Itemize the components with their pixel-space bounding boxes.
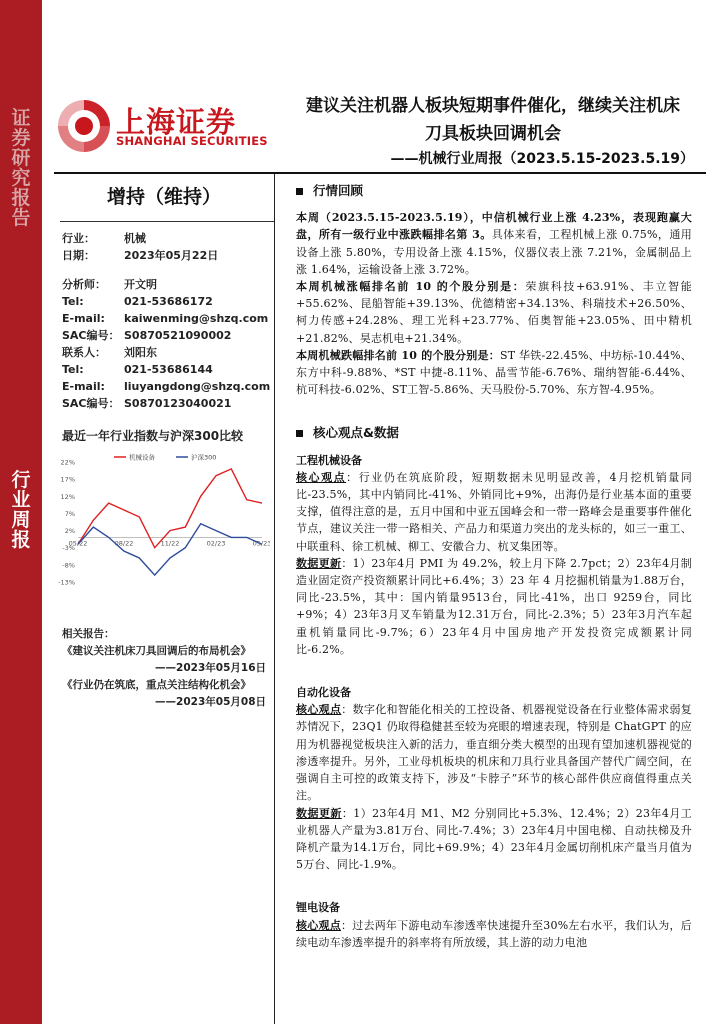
x-tick-label: 11/22 <box>160 539 180 548</box>
contact-value: 刘阳东 <box>124 346 157 359</box>
eng-view-key: 核心观点 <box>296 470 347 484</box>
bullet-square-icon <box>296 430 303 437</box>
paragraph-top-gainers <box>296 278 692 347</box>
auto-data-body: ：1）23年4月 M1、M2 分别同比+5.3%、12.4%；2）23年4月工业机器人产量为3.81万台、同比-7.4%；3）23年4月中国电梯、自动扶梯及升降机产量为14.1万台，同比+69.9%；4）23年4月金属切削机床产量当月值为5万台、同比-1.9%。 <box>296 806 692 872</box>
summary-lead: 本周（2023.5.15-2023.5.19），中信机械行业上涨 4.23%，表现跑赢大盘，所有一级行业中涨跌幅排名第 3。 <box>296 211 692 242</box>
x-tick-label: 02/23 <box>206 539 226 548</box>
paragraph-top-losers <box>296 347 692 399</box>
analyst-key: 分析师： <box>62 278 106 291</box>
eng-view-body: ：行业仍在筑底阶段，短期数据未见明显改善，4月挖机销量同比-23.5%，其中内销同比-41%、外销同比+9%，出海仍是行业基本面的重要支撑，值得注意的是，五月中国和中亚五国峰会和一带一路峰会是重要事件催化节点，建议关注一带一路相关、产品力和渠道力突出的龙头标的，如三一重工、中联重科、徐工机械、柳工、安徽合力、杭叉集团等。 <box>296 470 692 553</box>
email1-key: E-mail: <box>62 312 105 325</box>
gainers-body: 荣旗科技+63.91%、丰立智能+55.62%、昆船智能+39.13%、优德精密+34.13%、科瑞技术+26.50%、柯力传感+24.28%、理工光科+23.77%、佰奥智能+23.05%、田中精机+21.82%、昊志机电+21.34%。 <box>296 280 693 345</box>
paragraph-weekly-summary <box>296 209 692 278</box>
related-report-1[interactable]: 《建议关注机床刀具回调后的布局机会》 <box>62 645 251 657</box>
sac2-row <box>54 395 274 412</box>
sac1-key: SAC编号： <box>62 329 120 342</box>
industry-row <box>54 230 274 247</box>
gainers-lead: 本周机械涨幅排名前 10 的个股分别是： <box>296 280 526 294</box>
analyst-row <box>54 276 274 293</box>
sidebar-label-industry-weekly: 行 业 周 报 <box>11 469 31 551</box>
index-comparison-chart <box>54 450 270 590</box>
industry-value: 机械 <box>124 232 146 245</box>
sidebar-bottom-band <box>0 585 42 1024</box>
email2-value[interactable]: liuyangdong@shzq.com <box>124 380 271 393</box>
report-subtitle: ——机械行业周报（2023.5.15-2023.5.19） <box>390 151 694 167</box>
left-sidebar <box>0 0 42 1024</box>
sidebar-label-research-report: 证 券 研 究 报 告 <box>11 107 31 229</box>
paragraph-eng-view <box>296 469 692 555</box>
bullet-square-icon <box>296 188 303 195</box>
sac2-key: SAC编号： <box>62 397 120 410</box>
paragraph-li-view <box>296 917 692 951</box>
auto-view-key: 核心观点 <box>296 703 342 717</box>
section-heading: 核心观点&数据 <box>313 425 399 441</box>
contact-key: 联系人： <box>62 346 106 359</box>
logo-text-en: SHANGHAI SECURITIES <box>116 134 268 148</box>
legend-label-0: 机械设备 <box>129 453 155 462</box>
logo-text-cn: 上海证券 <box>116 105 237 139</box>
sac1-row <box>54 327 274 344</box>
chart-title: 最近一年行业指数与沪深300比较 <box>62 429 244 443</box>
email2-row <box>54 378 274 395</box>
main-content <box>296 176 692 951</box>
y-tick-label: -3% <box>62 544 75 553</box>
eng-data-body: ：1）23年4月 PMI 为 49.2%，较上月下降 2.7pct；2）23年4月制造业固定资产投资额累计同比+6.4%；3）23 年 4 月挖掘机销量为1.88万台，同比-23.5%，其中：国内销量9513台，同比-41%，出口 9259台，同比+9%；4）23年3月叉车销量为12.31万台，同比-2.3%；5）23年3月汽车起重机销量同比-9.7%；6）23年4月中国房地产开发投资完成额累计同比-6.2%。 <box>296 556 692 656</box>
auto-view-body: ：数字化和智能化相关的工控设备、机器视觉设备在行业整体需求弱复苏情况下，23Q1 仍取得稳健甚至较为亮眼的增速表现，特别是 ChatGPT 的应用为机器视觉板块注入新的活力，垂直细分类大模型的出现有望加速机器视觉的渗透率提升。另外，工业母机板块的机床和刀具行业具备国产替代广阔空间，在强调自主可控的政策支持下，涉及“卡脖子”环节的核心部件供应商值得重点关注。 <box>296 703 692 803</box>
related-reports <box>54 626 270 711</box>
email2-key: E-mail: <box>62 380 105 393</box>
tel1-key: Tel: <box>62 295 84 308</box>
subsection-lithium-equipment: 锂电设备 <box>296 901 340 915</box>
paragraph-auto-view <box>296 701 692 804</box>
analyst-value: 开文明 <box>124 278 157 291</box>
x-tick-label: 08/22 <box>114 539 134 548</box>
auto-data-key: 数据更新 <box>296 806 342 820</box>
related-report-2[interactable]: 《行业仍在筑底，重点关注结构化机会》 <box>62 679 251 691</box>
section-market-review <box>296 182 692 199</box>
paragraph-eng-data <box>296 555 692 658</box>
tel1-value: 021-53686172 <box>124 295 213 308</box>
title-line-1: 建议关注机器人板块短期事件催化，继续关注机床 <box>306 96 680 116</box>
tel2-row <box>54 361 274 378</box>
section-core-views <box>296 424 692 441</box>
subsection-automation: 自动化设备 <box>296 686 351 700</box>
rating-divider <box>60 221 274 222</box>
eng-data-key: 数据更新 <box>296 556 342 570</box>
date-key: 日期： <box>62 249 95 262</box>
li-view-body: ：过去两年下游电动车渗透率快速提升至30%左右水平，我们认为，后续电动车渗透率提升的斜率将有所放缓，其上游的动力电池 <box>296 918 692 949</box>
summary-body: 具体来看，工程机械上涨 0.75%，通用设备上涨 5.80%，专用设备上涨 4.15%，仪器仪表上涨 7.21%，金属制品上涨 1.64%，运输设备上涨 3.72%。 <box>296 228 692 276</box>
y-tick-label: -8% <box>62 561 75 570</box>
title-line-2: 刀具板块回调机会 <box>425 124 561 144</box>
y-tick-label: 22% <box>60 458 75 467</box>
paragraph-auto-data <box>296 805 692 874</box>
left-info-column <box>54 174 274 412</box>
losers-lead: 本周机械跌幅排名前 10 的个股分别是： <box>296 348 500 362</box>
sac2-value: S0870123040021 <box>124 397 232 410</box>
x-tick-label: 05/23 <box>252 539 270 548</box>
logo-emblem-icon <box>54 96 114 156</box>
x-tick-label: 05/22 <box>68 539 88 548</box>
y-tick-label: 2% <box>64 527 75 536</box>
company-logo <box>54 96 284 156</box>
email1-value[interactable]: kaiwenming@shzq.com <box>124 312 269 325</box>
report-title <box>292 92 694 148</box>
subsection-construction-machinery: 工程机械设备 <box>296 453 362 467</box>
column-divider <box>274 174 275 1024</box>
chart-svg <box>54 450 270 590</box>
tel2-value: 021-53686144 <box>124 363 213 376</box>
li-view-key: 核心观点 <box>296 918 341 932</box>
related-report-1-date: ——2023年05月16日 <box>155 662 266 674</box>
section-heading: 行情回顾 <box>313 183 364 198</box>
losers-body: ST 华铁-22.45%、中坊标-10.44%、东方中科-9.88%、*ST 中捷-8.11%、晶雪节能-6.76%、瑞纳智能-6.44%、杭可科技-6.02%、ST工智-5.86%、天马股份-5.70%、东方智-4.95%。 <box>296 348 692 397</box>
y-tick-label: -13% <box>58 578 75 587</box>
y-tick-label: 7% <box>64 509 75 518</box>
related-report-2-date: ——2023年05月08日 <box>155 696 266 708</box>
tel2-key: Tel: <box>62 363 84 376</box>
rating: 增持（维持） <box>106 186 221 208</box>
y-tick-label: 12% <box>60 492 75 501</box>
date-value: 2023年05月22日 <box>124 249 219 262</box>
date-row <box>54 247 274 264</box>
y-tick-label: 17% <box>60 475 75 484</box>
email1-row <box>54 310 274 327</box>
legend-label-1: 沪深300 <box>191 453 217 462</box>
sac1-value: S0870521090002 <box>124 329 232 342</box>
tel1-row <box>54 293 274 310</box>
industry-key: 行业： <box>62 232 95 245</box>
contact-row <box>54 344 274 361</box>
related-heading: 相关报告： <box>62 628 115 640</box>
